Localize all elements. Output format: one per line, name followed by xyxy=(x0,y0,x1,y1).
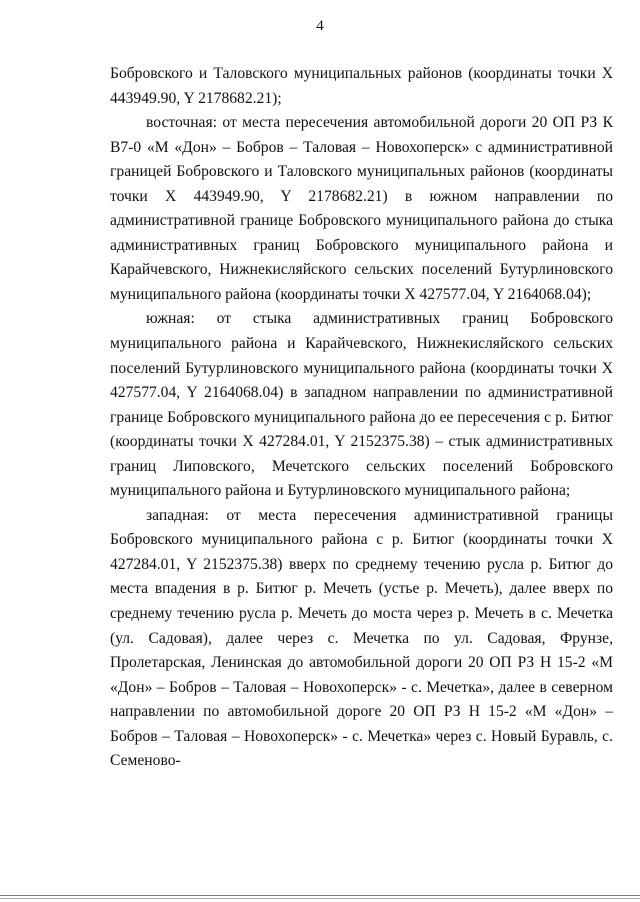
page-bottom-rule xyxy=(0,895,640,896)
page-bottom-rule-secondary xyxy=(0,898,640,899)
paragraph-south-boundary: южная: от стыка административных границ Бобровского муниципального района и Карайчевского, Нижнекисляйского сельских поселений Бутурлиновского муниципального района (координаты точки X 427577.04, Y 2164068.04) в западном направлении по административной границе Бобровского муниципального района до ее пересечения с р. Битюг (координаты точки X 427284.01, Y 2152375.38) – стык административных границ Липовского, Мечетского сельских поселений Бобровского муниципального района и Бутурлиновского муниципального района; xyxy=(110,310,613,500)
page-number: 4 xyxy=(316,18,324,34)
paragraph-east-boundary: восточная: от места пересечения автомобильной дороги 20 ОП РЗ К В7-0 «М «Дон» – Бобров – Таловая – Новохоперск» с административной границей Бобровского и Таловского муниципальных районов (координаты точки X 443949.90, Y 2178682.21) в южном направлении по административной границе Бобровского муниципального района до стыка административных границ Бобровского муниципального района и Карайчевского, Нижнекисляйского сельских поселений Бутурлиновского муниципального района (координаты точки X 427577.04, Y 2164068.04); xyxy=(110,114,613,303)
paragraph-continuation: Бобровского и Таловского муниципальных районов (координаты точки X 443949.90, Y 2178682.21); xyxy=(110,65,613,107)
paragraph-west-boundary: западная: от места пересечения административной границы Бобровского муниципального района с р. Битюг (координаты точки X 427284.01, Y 2152375.38) вверх по среднему течению русла р. Битюг до места впадения в р. Битюг р. Мечеть (устье р. Мечеть), далее вверх по среднему течению русла р. Мечеть до моста через р. Мечеть в с. Мечетка (ул. Садовая), далее через с. Мечетка по ул. Садовая, Фрунзе, Пролетарская, Ленинская до автомобильной дороги 20 ОП РЗ Н 15-2 «М «Дон» – Бобров – Таловая – Новохоперск» - с. Мечетка», далее в северном направлении по автомобильной дороге 20 ОП РЗ Н 15-2 «М «Дон» – Бобров – Таловая – Новохоперск» - с. Мечетка» через с. Новый Буравль, с. Семеново- xyxy=(110,506,613,770)
document-body xyxy=(110,62,613,774)
